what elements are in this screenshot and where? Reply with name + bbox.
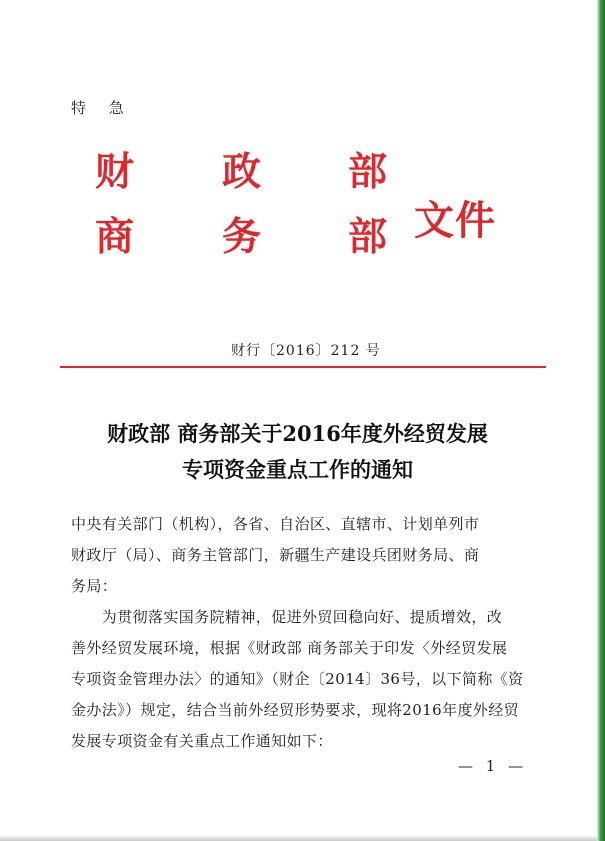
- issuer-char: 政: [222, 149, 262, 195]
- document-number: 财行〔2016〕212 号: [231, 343, 381, 359]
- title-line-1: 财政部 商务部关于2016年度外经贸发展: [107, 421, 488, 446]
- issuer-char: 部: [348, 214, 388, 260]
- body-line: 专项资金管理办法〉的通知》（财企〔2014〕36号，以下简称《资: [71, 670, 524, 688]
- issuer-char: 部: [348, 149, 388, 195]
- body-line: 金办法》）规定，结合当前外经贸形势要求，现将2016年度外经贸: [71, 701, 520, 719]
- scan-edge-strip: [597, 0, 605, 841]
- body-line: 务局：: [71, 577, 118, 595]
- issuer-char: 财: [95, 149, 135, 195]
- urgency-label: 特 急: [71, 99, 133, 117]
- page-number: — 1 —: [458, 757, 528, 775]
- body-line: 善外经贸发展环境，根据《财政部 商务部关于印发〈外经贸发展: [71, 639, 508, 657]
- issuer-char: 务: [222, 214, 262, 260]
- body-line: 财政厅（局）、商务主管部门，新疆生产建设兵团财务局、商: [71, 546, 480, 564]
- body-line: 中央有关部门（机构），各省、自治区、直辖市、计划单列市: [71, 515, 480, 533]
- document-type: 文件: [414, 197, 496, 244]
- document-body: [71, 509, 545, 757]
- body-line: 为贯彻落实国务院精神，促进外贸回稳向好、提质增效，改: [71, 608, 503, 626]
- body-line: 发展专项资金有关重点工作通知如下：: [71, 732, 333, 750]
- opening-paragraph: [71, 602, 545, 757]
- addressee: [71, 509, 545, 602]
- title-line-2: 专项资金重点工作的通知: [182, 457, 413, 482]
- scan-bottom-edge: [0, 836, 597, 841]
- issuer-char: 商: [95, 214, 135, 260]
- red-divider-line: [60, 366, 546, 368]
